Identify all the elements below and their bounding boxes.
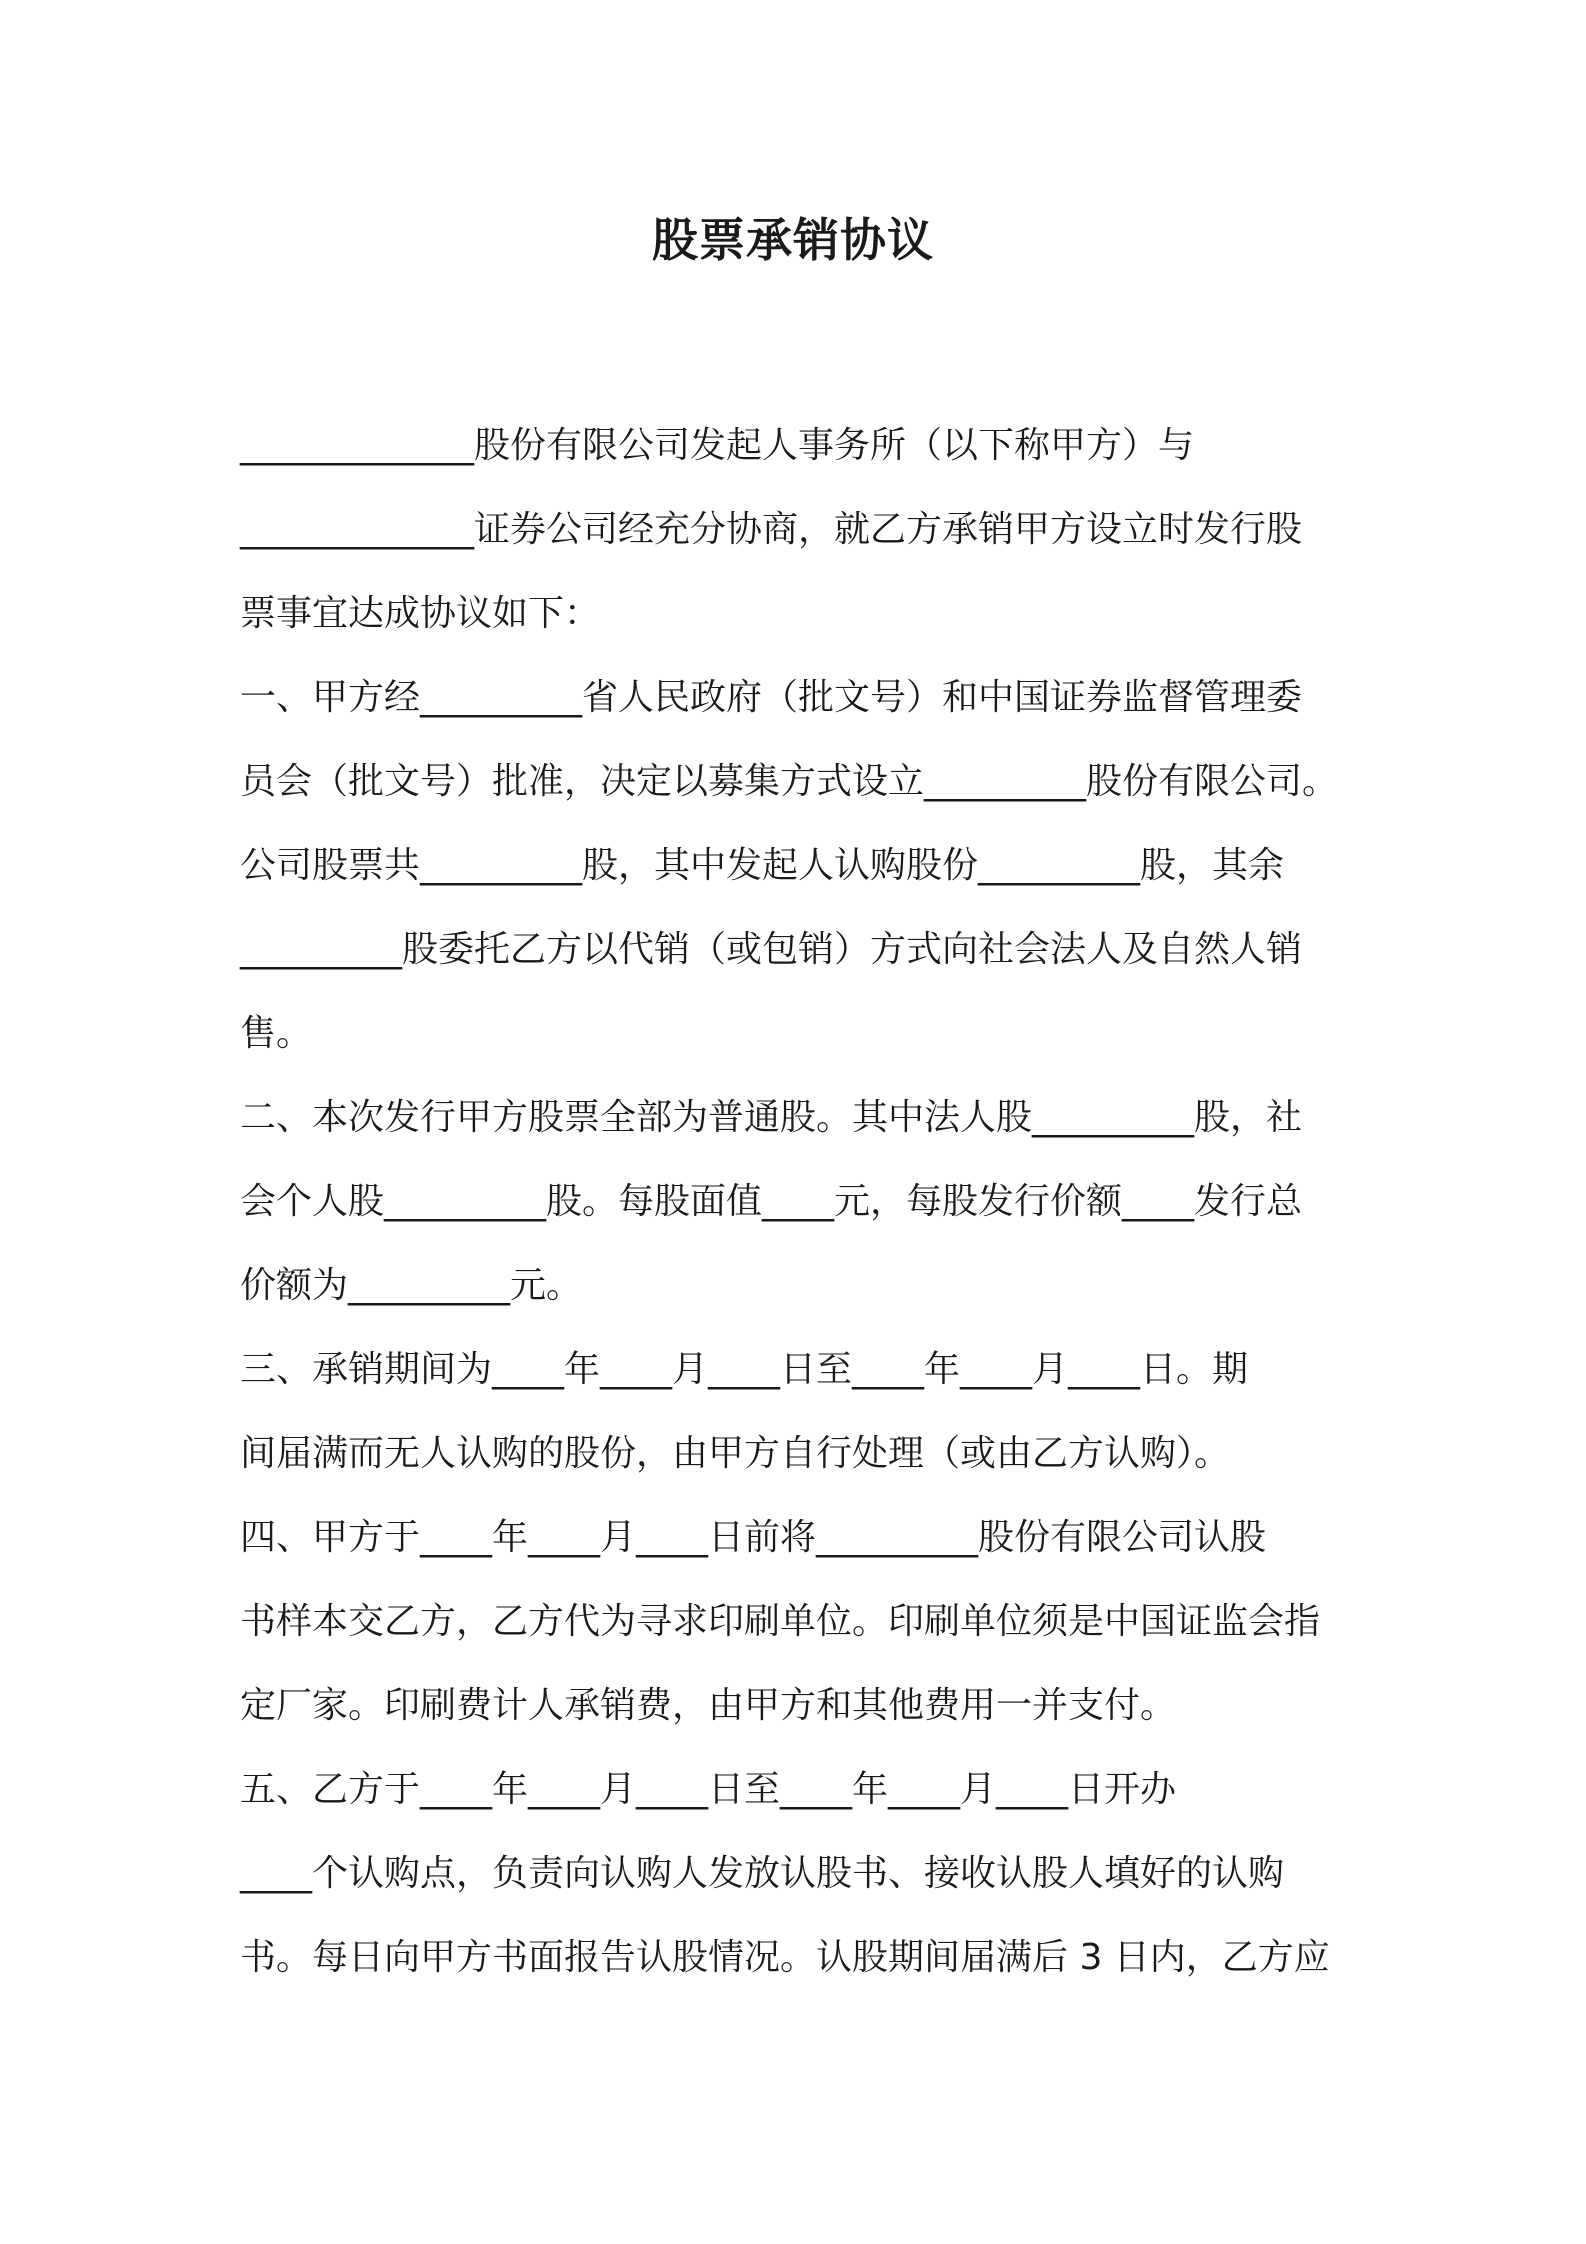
text-line: 书样本交乙方，乙方代为寻求印刷单位。印刷单位须是中国证监会指 [240, 1601, 1321, 1642]
text-line: 定厂家。印刷费计人承销费，由甲方和其他费用一并支付。 [240, 1685, 1177, 1726]
text-line: 间届满而无人认购的股份，由甲方自行处理（或由乙方认购）。 [240, 1433, 1231, 1474]
text-line: 售。 [240, 1013, 313, 1054]
text-line: 一、甲方经_________省人民政府（批文号）和中国证券监督管理委 [240, 677, 1303, 718]
text-line: 五、乙方于____年____月____日至____年____月____日开办 [240, 1769, 1177, 1810]
text-line: 四、甲方于____年____月____日前将_________股份有限公司认股 [240, 1517, 1267, 1558]
text-line: 公司股票共_________股，其中发起人认购股份_________股，其余 [240, 845, 1285, 886]
text-line: 员会（批文号）批准，决定以募集方式设立_________股份有限公司。 [240, 761, 1339, 802]
text-line: _________股委托乙方以代销（或包销）方式向社会法人及自然人销 [240, 929, 1303, 970]
text-line: 书。每日向甲方书面报告认股情况。认股期间届满后 3 日内，乙方应 [240, 1937, 1330, 1978]
text-line: 价额为_________元。 [240, 1265, 583, 1306]
document-title: 股票承销协议 [652, 213, 934, 267]
text-line: ____个认购点，负责向认购人发放认股书、接收认股人填好的认购 [240, 1853, 1285, 1894]
document-body [240, 404, 1360, 2000]
text-line: _____________股份有限公司发起人事务所（以下称甲方）与 [240, 425, 1195, 466]
text-line: 二、本次发行甲方股票全部为普通股。其中法人股_________股，社 [240, 1097, 1303, 1138]
text-line: 会个人股_________股。每股面值____元，每股发行价额____发行总 [240, 1181, 1303, 1222]
text-line: 三、承销期间为____年____月____日至____年____月____日。期 [240, 1349, 1249, 1390]
text-line: 票事宜达成协议如下： [240, 593, 601, 634]
text-line: _____________证券公司经充分协商，就乙方承销甲方设立时发行股 [240, 509, 1303, 550]
